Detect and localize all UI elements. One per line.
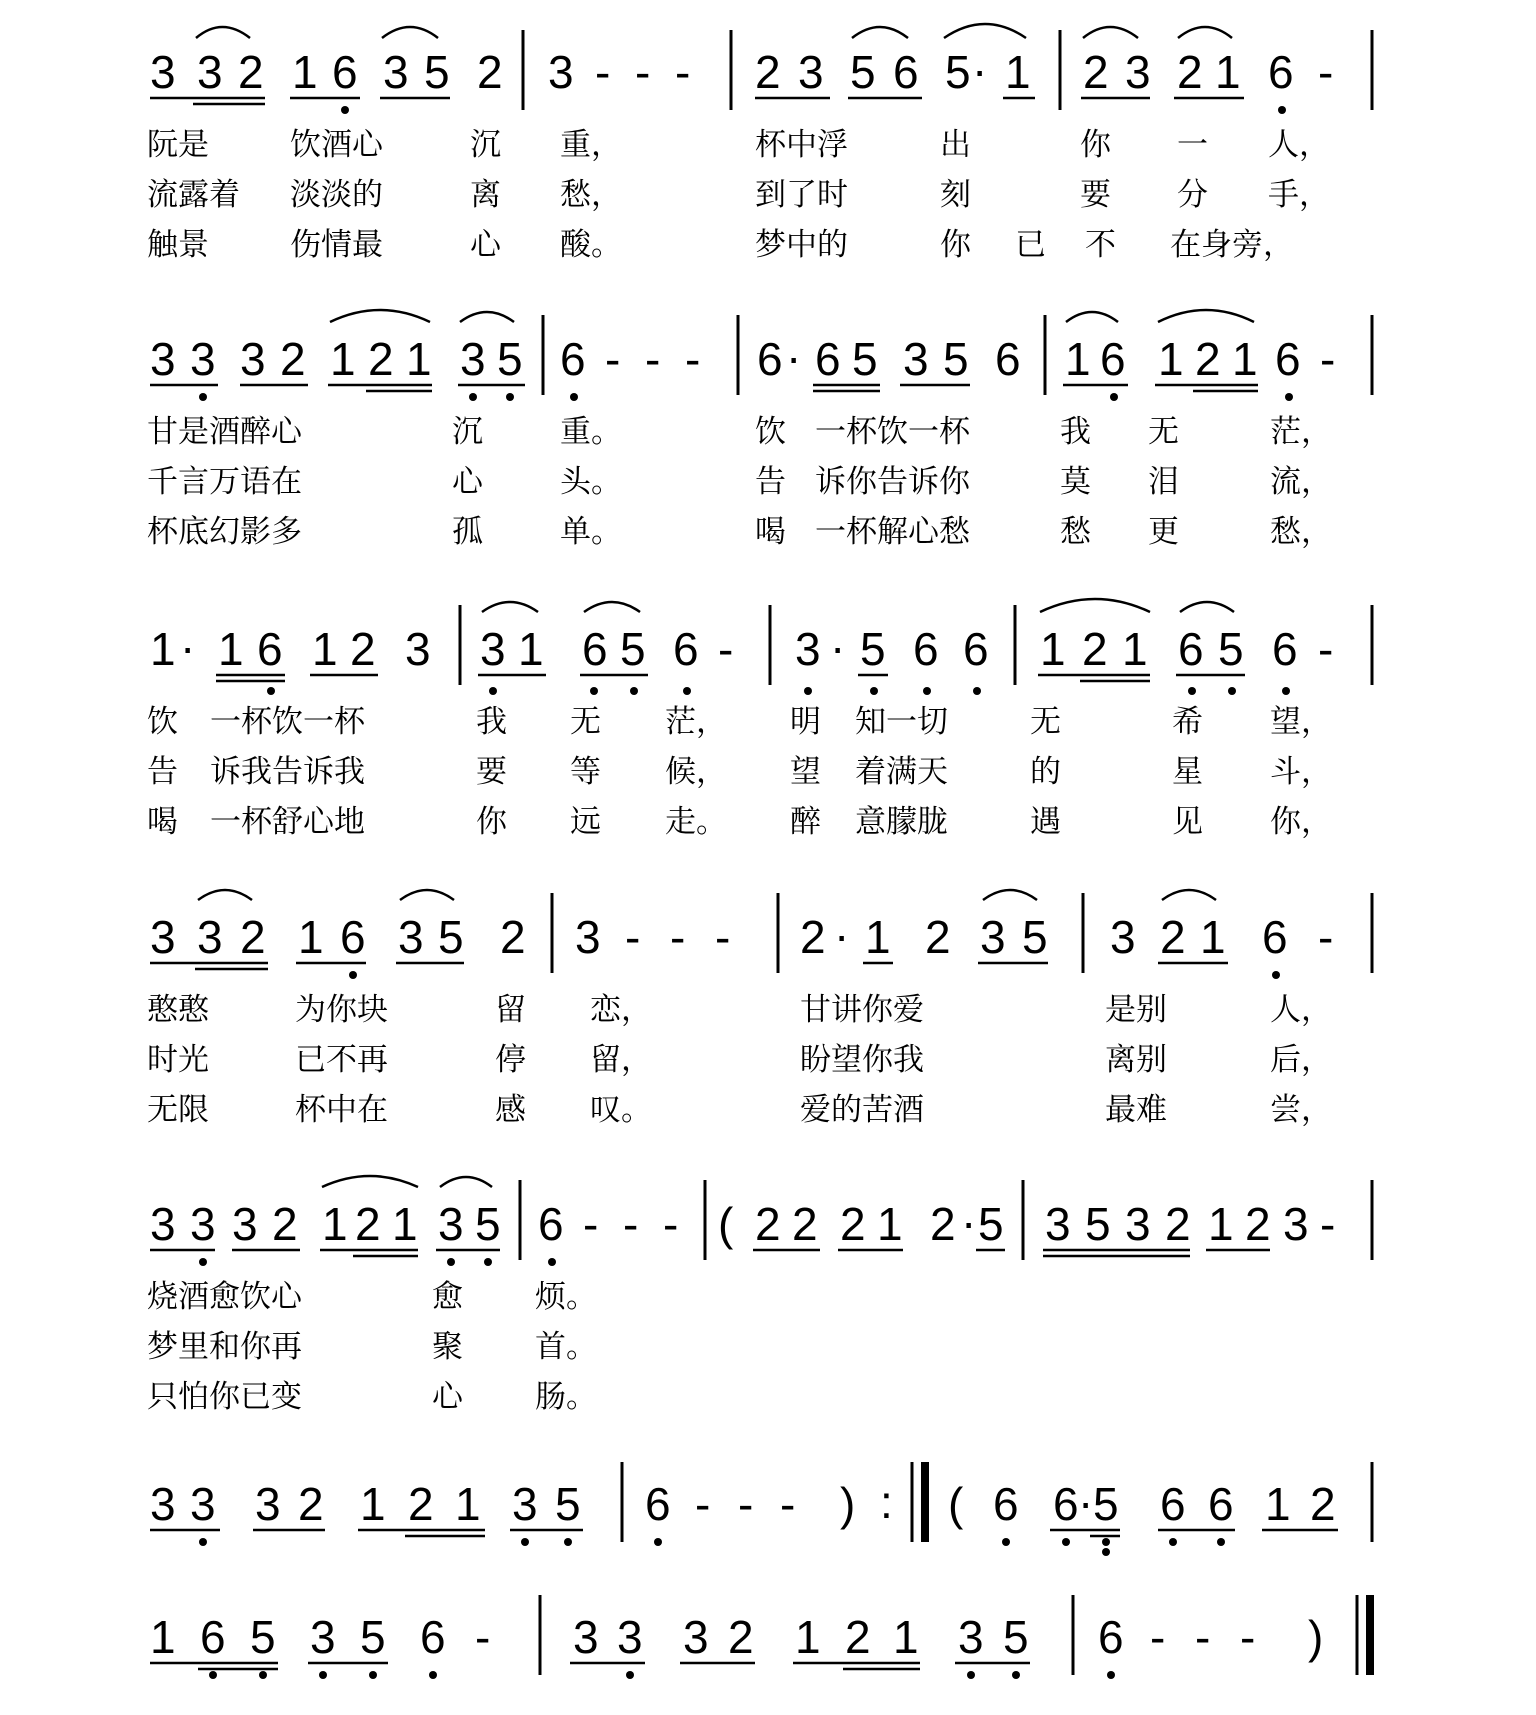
lyric: 饮酒心: [290, 127, 383, 163]
lyric: 杯中浮: [755, 127, 848, 163]
note: 5: [1218, 623, 1244, 675]
lyric: 杯底幻影多: [147, 514, 302, 550]
lyric: 留: [495, 992, 526, 1028]
lyric: 刻: [940, 177, 971, 213]
note: 3: [903, 333, 929, 385]
note: :: [880, 1476, 893, 1528]
note: 6: [538, 1198, 564, 1250]
note: 3: [683, 1611, 709, 1663]
lyric: 着满天: [855, 754, 948, 790]
note: 3: [197, 46, 223, 98]
lyric: 诉我告诉我: [210, 754, 365, 790]
note: 6: [1208, 1478, 1234, 1530]
note: 6: [815, 333, 841, 385]
note: 3: [398, 911, 424, 963]
lyric: 希: [1172, 704, 1203, 740]
lyric: 重，: [560, 127, 622, 163]
lyric: 茫，: [665, 704, 727, 740]
lyric: 远: [570, 804, 601, 840]
lyric: 意朦胧: [855, 804, 948, 840]
note: 3: [1125, 46, 1151, 98]
lyric: 尝，: [1270, 1092, 1332, 1128]
note: 3: [150, 1198, 176, 1250]
note: 3: [460, 333, 486, 385]
note: 2: [350, 623, 376, 675]
lyric: 星: [1172, 754, 1203, 790]
note: 3: [1045, 1198, 1071, 1250]
lyric: 离别: [1105, 1042, 1167, 1078]
note: 2: [792, 1198, 818, 1250]
note: 1: [865, 911, 891, 963]
note: 2: [1310, 1478, 1336, 1530]
lyric: 你: [1080, 127, 1111, 163]
lyric: 你，: [1270, 804, 1332, 840]
lyric: 孤: [452, 514, 483, 550]
note: 2: [238, 46, 264, 98]
lyric: 一杯舒心地: [210, 804, 365, 840]
lyric: 梦中的: [755, 227, 848, 263]
system-2-notes: [150, 331, 1335, 385]
note: -: [583, 1198, 599, 1250]
note: 1: [795, 1611, 821, 1663]
lyric: 一杯解心愁: [815, 514, 970, 550]
note: -: [663, 1198, 679, 1250]
lyric: 甘是酒醉心: [147, 414, 302, 450]
note: ·: [961, 1196, 977, 1248]
system-6-notes: [150, 1476, 1336, 1530]
note: 1: [322, 1198, 348, 1250]
note: 2: [1177, 46, 1203, 98]
lyric: 等: [570, 754, 601, 790]
note: 2: [280, 333, 306, 385]
note: 5: [1085, 1198, 1111, 1250]
note: 3: [190, 1478, 216, 1530]
note: ): [1308, 1611, 1324, 1663]
lyric: 知一切: [855, 704, 948, 740]
note: 2: [800, 911, 826, 963]
lyric: 流，: [1270, 464, 1332, 500]
note: 2: [298, 1478, 324, 1530]
note: 3: [617, 1611, 643, 1663]
note: 6: [963, 623, 989, 675]
lyric: 手，: [1268, 177, 1330, 213]
lyric: 爱的苦酒: [800, 1092, 924, 1128]
note: 6: [257, 623, 283, 675]
lyric: 无: [570, 704, 601, 740]
note: 1: [518, 623, 544, 675]
lyric: 望，: [1270, 704, 1332, 740]
system-1-notes: [150, 44, 1333, 98]
note: 3: [150, 1478, 176, 1530]
lyric: 遇: [1030, 804, 1061, 840]
note: 2: [500, 911, 526, 963]
system-3-lyrics: [147, 704, 1332, 840]
note: 1: [330, 333, 356, 385]
lyric: 在身旁，: [1170, 227, 1294, 263]
note: 6: [1272, 623, 1298, 675]
lyric: 后，: [1270, 1042, 1332, 1078]
note: 3: [310, 1611, 336, 1663]
note: ·: [180, 621, 196, 673]
system-3-notes: [150, 621, 1333, 675]
note: 1: [877, 1198, 903, 1250]
lyric: 沉: [470, 127, 501, 163]
lyric: 烦。: [535, 1279, 597, 1315]
note: 3: [438, 1198, 464, 1250]
lyric: 走。: [665, 804, 727, 840]
note: 6: [1053, 1478, 1079, 1530]
lyric: 无: [1148, 414, 1179, 450]
note: -: [645, 333, 661, 385]
system-7-notes: [150, 1611, 1323, 1663]
lyric: 单。: [560, 514, 622, 550]
lyric: 饮: [147, 704, 178, 740]
note: 3: [575, 911, 601, 963]
note: 5: [438, 911, 464, 963]
lyric: 候，: [665, 754, 727, 790]
note: 2: [728, 1611, 754, 1663]
note: 6: [1262, 911, 1288, 963]
note: 3: [573, 1611, 599, 1663]
note: 2: [1083, 46, 1109, 98]
note: (: [948, 1478, 964, 1530]
note: -: [718, 623, 734, 675]
note: 5: [1093, 1478, 1119, 1530]
lyric: 沉: [452, 414, 483, 450]
lyric: 重。: [560, 414, 622, 450]
lyric: 一杯饮一杯: [815, 414, 970, 450]
note: 2: [845, 1611, 871, 1663]
note: 3: [795, 623, 821, 675]
note: ·: [1078, 1476, 1094, 1528]
lyric: 梦里和你再: [147, 1329, 302, 1365]
lyric: 出: [940, 127, 971, 163]
note: 3: [150, 911, 176, 963]
lyric: 到了时: [755, 177, 848, 213]
lyric: 无: [1030, 704, 1061, 740]
note: -: [1195, 1611, 1211, 1663]
note: -: [685, 333, 701, 385]
lyric: 愁，: [560, 177, 622, 213]
note: 2: [368, 333, 394, 385]
lyric: 聚: [432, 1329, 463, 1365]
system-6-marks: [150, 1462, 1372, 1556]
lyric: 莫: [1060, 464, 1091, 500]
note: 3: [405, 623, 431, 675]
note: -: [635, 46, 651, 98]
lyric: 杯中在: [295, 1092, 388, 1128]
note: -: [625, 911, 641, 963]
lyric: 你: [940, 227, 971, 263]
lyric: 肠。: [535, 1379, 597, 1415]
note: -: [675, 46, 691, 98]
lyric: 叹。: [590, 1092, 652, 1128]
note: 3: [197, 911, 223, 963]
lyric: 人，: [1270, 992, 1332, 1028]
note: 5: [250, 1611, 276, 1663]
lyric: 一杯饮一杯: [210, 704, 365, 740]
note: 1: [1200, 911, 1226, 963]
note: 6: [995, 333, 1021, 385]
lyric: 已: [1015, 227, 1046, 263]
note: -: [780, 1478, 796, 1530]
lyric: 我: [1060, 414, 1091, 450]
note: 1: [150, 623, 176, 675]
note: 1: [1215, 46, 1241, 98]
system-4-notes: [150, 909, 1333, 963]
note: 1: [392, 1198, 418, 1250]
note: -: [605, 333, 621, 385]
system-5-notes: [150, 1196, 1335, 1250]
lyric: 分: [1177, 177, 1208, 213]
note: 2: [1082, 623, 1108, 675]
note: 2: [1165, 1198, 1191, 1250]
note: 1: [1005, 46, 1031, 98]
lyric: 茫，: [1270, 414, 1332, 450]
lyric: 感: [495, 1092, 526, 1128]
note: 6: [560, 333, 586, 385]
lyric: 不: [1085, 227, 1116, 263]
lyric: 明: [790, 704, 821, 740]
lyric: 告: [755, 464, 786, 500]
system-2-lyrics: [147, 414, 1332, 550]
note: 3: [798, 46, 824, 98]
note: 6: [1275, 333, 1301, 385]
note: 2: [477, 46, 503, 98]
note: -: [695, 1478, 711, 1530]
lyric: 望: [790, 754, 821, 790]
note: ·: [786, 331, 802, 383]
note: 6: [893, 46, 919, 98]
lyric: 斗，: [1270, 754, 1332, 790]
lyric: 你: [476, 804, 507, 840]
note: 1: [360, 1478, 386, 1530]
system-1-lyrics: [147, 127, 1330, 263]
lyric: 头。: [560, 464, 622, 500]
note: 5: [424, 46, 450, 98]
note: ·: [972, 44, 988, 96]
note: 3: [480, 623, 506, 675]
note: -: [1150, 1611, 1166, 1663]
note: -: [595, 46, 611, 98]
note: ·: [830, 621, 846, 673]
note: 1: [292, 46, 318, 98]
note: -: [1318, 911, 1334, 963]
note: 3: [240, 333, 266, 385]
note: 1: [298, 911, 324, 963]
note: 6: [332, 46, 358, 98]
lyric: 告: [147, 754, 178, 790]
note: -: [1240, 1611, 1256, 1663]
lyric: 泪: [1148, 464, 1179, 500]
note: 6: [757, 333, 783, 385]
note: 2: [1245, 1198, 1271, 1250]
lyric: 烧酒愈饮心: [147, 1279, 302, 1315]
lyric: 愁: [1060, 514, 1091, 550]
note: -: [1318, 623, 1334, 675]
lyric: 甘讲你爱: [800, 992, 924, 1028]
lyric: 伤情最: [290, 227, 383, 263]
note: 1: [1122, 623, 1148, 675]
note: 2: [755, 46, 781, 98]
note: 5: [497, 333, 523, 385]
note: 5: [360, 1611, 386, 1663]
note: 6: [340, 911, 366, 963]
note: -: [475, 1611, 491, 1663]
note: 6: [673, 623, 699, 675]
lyric: 心: [452, 464, 483, 500]
note: 5: [1003, 1611, 1029, 1663]
note: 2: [408, 1478, 434, 1530]
lyric: 要: [1080, 177, 1111, 213]
note: 5: [978, 1198, 1004, 1250]
lyric: 已不再: [295, 1042, 388, 1078]
system-4-lyrics: [147, 992, 1332, 1128]
lyric: 为你块: [295, 992, 388, 1028]
note: -: [623, 1198, 639, 1250]
note: 1: [150, 1611, 176, 1663]
lyric: 心: [470, 227, 501, 263]
lyric: 要: [476, 754, 507, 790]
note: 1: [406, 333, 432, 385]
note: 3: [150, 333, 176, 385]
note: 3: [980, 911, 1006, 963]
lyric: 触景: [147, 227, 209, 263]
note: -: [1320, 1198, 1336, 1250]
note: 2: [925, 911, 951, 963]
note: 6: [1100, 333, 1126, 385]
note: (: [718, 1198, 734, 1250]
note: 5: [620, 623, 646, 675]
lyric: 恋，: [590, 992, 652, 1028]
note: 2: [755, 1198, 781, 1250]
note: 2: [240, 911, 266, 963]
note: 2: [272, 1198, 298, 1250]
lyric: 喝: [755, 514, 786, 550]
note: 5: [1022, 911, 1048, 963]
lyric: 见: [1172, 804, 1203, 840]
note: 6: [993, 1478, 1019, 1530]
lyric: 无限: [147, 1092, 209, 1128]
lyric: 阮是: [147, 127, 209, 163]
lyric: 醉: [790, 804, 821, 840]
note: 2: [1160, 911, 1186, 963]
note: ): [840, 1478, 856, 1530]
lyric: 人，: [1268, 127, 1330, 163]
lyric: 更: [1148, 514, 1179, 550]
note: 5: [943, 333, 969, 385]
note: 3: [548, 46, 574, 98]
lyric: 首。: [535, 1329, 597, 1365]
lyric: 的: [1030, 754, 1061, 790]
note: 6: [1178, 623, 1204, 675]
lyric: 淡淡的: [290, 177, 383, 213]
lyric: 流露着: [147, 177, 240, 213]
note: 6: [1160, 1478, 1186, 1530]
note: 1: [1265, 1478, 1291, 1530]
lyric: 停: [495, 1042, 526, 1078]
note: -: [715, 911, 731, 963]
note: 3: [512, 1478, 538, 1530]
note: 1: [1208, 1198, 1234, 1250]
note: 3: [1110, 911, 1136, 963]
note: -: [1318, 46, 1334, 98]
note: 6: [1268, 46, 1294, 98]
note: 3: [190, 333, 216, 385]
lyric: 一: [1177, 127, 1208, 163]
lyric: 憨憨: [147, 992, 209, 1028]
note: 6: [1098, 1611, 1124, 1663]
lyric: 酸。: [560, 227, 622, 263]
note: 1: [893, 1611, 919, 1663]
lyric: 留，: [590, 1042, 652, 1078]
note: 3: [1125, 1198, 1151, 1250]
note: 3: [190, 1198, 216, 1250]
note: 5: [945, 46, 971, 98]
note: 1: [312, 623, 338, 675]
note: 3: [255, 1478, 281, 1530]
note: 6: [200, 1611, 226, 1663]
note: 1: [1040, 623, 1066, 675]
note: 2: [930, 1198, 956, 1250]
lyric: 愁，: [1270, 514, 1332, 550]
note: 5: [860, 623, 886, 675]
note: 3: [232, 1198, 258, 1250]
note: 6: [582, 623, 608, 675]
lyric: 盼望你我: [800, 1042, 924, 1078]
note: 6: [645, 1478, 671, 1530]
note: 2: [1195, 333, 1221, 385]
lyric: 愈: [432, 1279, 463, 1315]
lyric: 我: [476, 704, 507, 740]
lyric: 最难: [1105, 1092, 1167, 1128]
note: -: [738, 1478, 754, 1530]
lyric: 饮: [755, 414, 786, 450]
system-5-lyrics: [147, 1279, 597, 1415]
note: 5: [475, 1198, 501, 1250]
note: 2: [355, 1198, 381, 1250]
note: 1: [1158, 333, 1184, 385]
note: 2: [840, 1198, 866, 1250]
note: 6: [420, 1611, 446, 1663]
note: 3: [383, 46, 409, 98]
lyric: 喝: [147, 804, 178, 840]
lyric: 诉你告诉你: [815, 464, 970, 500]
lyric: 只怕你已变: [147, 1379, 302, 1415]
note: 1: [455, 1478, 481, 1530]
note: 1: [218, 623, 244, 675]
note: 3: [1283, 1198, 1309, 1250]
note: -: [1320, 333, 1336, 385]
lyric: 千言万语在: [147, 464, 302, 500]
note: 5: [555, 1478, 581, 1530]
system-4-marks: [150, 890, 1372, 979]
note: ·: [834, 909, 850, 961]
note: 1: [1232, 333, 1258, 385]
note: 3: [958, 1611, 984, 1663]
note: 6: [913, 623, 939, 675]
lyric: 离: [470, 177, 501, 213]
note: 3: [150, 46, 176, 98]
lyric: 时光: [147, 1042, 209, 1078]
lyric: 心: [432, 1379, 463, 1415]
note: -: [670, 911, 686, 963]
note: 1: [1065, 333, 1091, 385]
lyric: 是别: [1105, 992, 1167, 1028]
note: 5: [852, 333, 878, 385]
note: 5: [850, 46, 876, 98]
